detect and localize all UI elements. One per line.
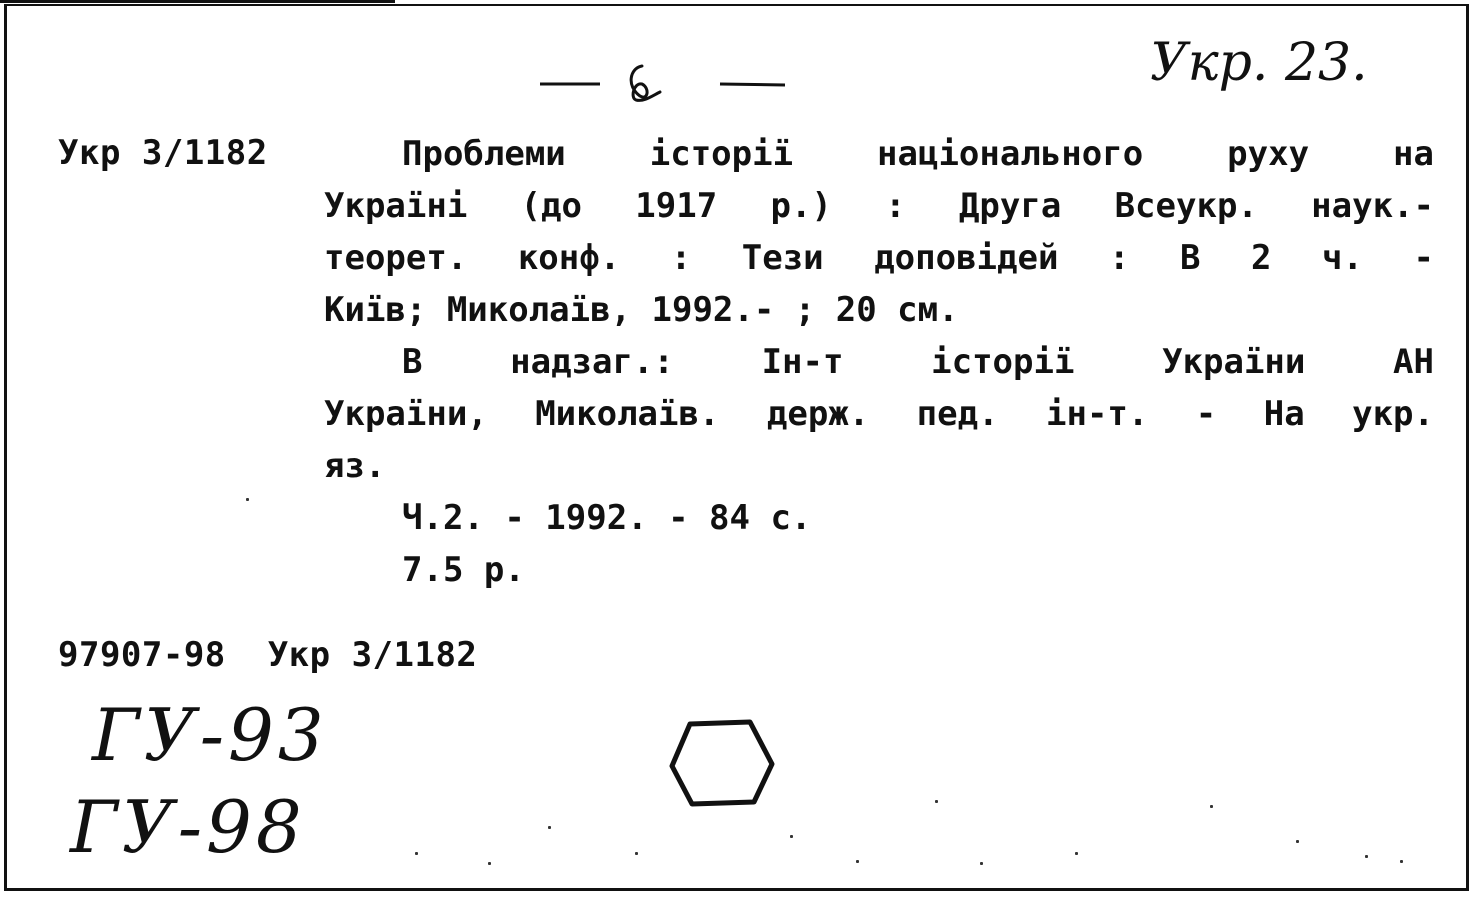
note-line: В надзаг.: Ін-т історії України АН (402, 342, 1434, 382)
record-line: теорет. конф. : Тези доповідей : В 2 ч. - (324, 238, 1434, 278)
scan-speck (246, 498, 249, 501)
scan-speck (1365, 855, 1368, 858)
scan-speck (548, 826, 551, 829)
price-line: 7.5 р. (402, 550, 525, 590)
scan-speck (1210, 805, 1213, 808)
handwritten-code: ГУ-98 (70, 785, 306, 869)
record-line: Україні (до 1917 р.) : Друга Всеукр. наук.- (324, 186, 1434, 226)
scan-speck (935, 800, 938, 803)
scan-speck (980, 862, 983, 865)
call-number: Укр 3/1182 (58, 133, 268, 173)
scan-speck (635, 852, 638, 855)
circle-stamp (668, 718, 778, 810)
scan-speck (1400, 860, 1403, 863)
page-mark (530, 56, 790, 116)
scan-speck (488, 862, 491, 865)
scan-speck (415, 852, 418, 855)
scan-speck (1296, 840, 1299, 843)
scan-speck (1075, 852, 1078, 855)
part-line: Ч.2. - 1992. - 84 с. (402, 498, 812, 538)
handwritten-code: ГУ-93 (92, 693, 328, 777)
collection-mark: Укр. 23. (1150, 33, 1368, 93)
record-line: Київ; Миколаїв, 1992.- ; 20 см. (324, 290, 959, 330)
note-line: України, Миколаїв. держ. пед. ін-т. - На укр. (324, 394, 1434, 434)
record-line: Проблеми історії національного руху на (402, 134, 1434, 174)
accession-line: 97907-98 Укр 3/1182 (58, 635, 478, 675)
card-top-edge (0, 0, 395, 3)
scan-speck (856, 860, 859, 863)
record-body (324, 128, 1434, 596)
note-line: яз. (324, 446, 386, 486)
scan-speck (790, 835, 793, 838)
